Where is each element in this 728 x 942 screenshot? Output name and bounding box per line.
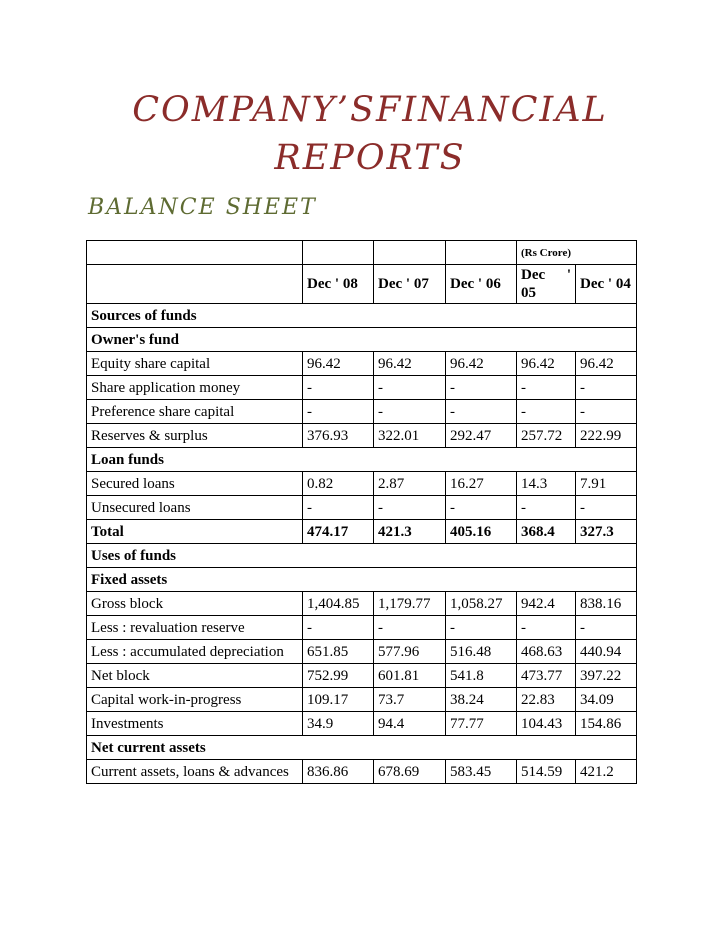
value-cell: -: [576, 616, 637, 640]
table-row: [87, 376, 637, 400]
section-row: [87, 328, 637, 352]
title-line-1: COMPANY’SFINANCIAL: [132, 90, 608, 130]
value-cell: 601.81: [374, 664, 446, 688]
value-cell: 752.99: [303, 664, 374, 688]
row-label: Preference share capital: [87, 400, 303, 424]
value-cell: 257.72: [517, 424, 576, 448]
value-cell: 942.4: [517, 592, 576, 616]
value-cell: 327.3: [576, 520, 637, 544]
header-row: [87, 265, 637, 304]
row-label: Less : revaluation reserve: [87, 616, 303, 640]
value-cell: 14.3: [517, 472, 576, 496]
value-cell: 154.86: [576, 712, 637, 736]
section-row: [87, 568, 637, 592]
value-cell: 474.17: [303, 520, 374, 544]
row-label: Fixed assets: [87, 568, 637, 592]
value-cell: 34.9: [303, 712, 374, 736]
column-header: Dec ' 08: [303, 265, 374, 304]
row-label: Capital work-in-progress: [87, 688, 303, 712]
value-cell: 96.42: [576, 352, 637, 376]
row-label: Total: [87, 520, 303, 544]
value-cell: 368.4: [517, 520, 576, 544]
value-cell: 1,404.85: [303, 592, 374, 616]
row-label: Net block: [87, 664, 303, 688]
table-row: [87, 592, 637, 616]
value-cell: 421.3: [374, 520, 446, 544]
unit-row: [87, 241, 637, 265]
value-cell: 583.45: [446, 760, 517, 784]
value-cell: 96.42: [303, 352, 374, 376]
value-cell: 94.4: [374, 712, 446, 736]
table-row: [87, 760, 637, 784]
title-line-2: REPORTS: [274, 138, 466, 178]
unit-label-text: (Rs Crore): [521, 247, 571, 259]
value-cell: 73.7: [374, 688, 446, 712]
value-cell: -: [517, 400, 576, 424]
value-cell: -: [374, 400, 446, 424]
header-label-cell: [87, 265, 303, 304]
value-cell: 2.87: [374, 472, 446, 496]
value-cell: 376.93: [303, 424, 374, 448]
unit-row-empty-cell: [446, 241, 517, 265]
value-cell: 322.01: [374, 424, 446, 448]
row-label: Share application money: [87, 376, 303, 400]
row-label: Investments: [87, 712, 303, 736]
table-row: [87, 712, 637, 736]
value-cell: 405.16: [446, 520, 517, 544]
value-cell: 22.83: [517, 688, 576, 712]
column-header: Dec ' 07: [374, 265, 446, 304]
unit-row-label-cell: [87, 241, 303, 265]
value-cell: -: [576, 496, 637, 520]
value-cell: 516.48: [446, 640, 517, 664]
row-label: Net current assets: [87, 736, 637, 760]
value-cell: 222.99: [576, 424, 637, 448]
section-row: [87, 544, 637, 568]
value-cell: 397.22: [576, 664, 637, 688]
value-cell: 577.96: [374, 640, 446, 664]
column-header: Dec ' 05: [517, 265, 576, 304]
value-cell: -: [576, 376, 637, 400]
value-cell: 678.69: [374, 760, 446, 784]
value-cell: 541.8: [446, 664, 517, 688]
section-row: [87, 736, 637, 760]
table-row: [87, 400, 637, 424]
table-row: [87, 424, 637, 448]
row-label: Unsecured loans: [87, 496, 303, 520]
row-label: Secured loans: [87, 472, 303, 496]
row-label: Reserves & surplus: [87, 424, 303, 448]
table-body: [87, 241, 637, 784]
table-row: [87, 616, 637, 640]
value-cell: 651.85: [303, 640, 374, 664]
row-label: Current assets, loans & advances: [87, 760, 303, 784]
value-cell: -: [517, 376, 576, 400]
row-label: Sources of funds: [87, 304, 637, 328]
table-row: [87, 640, 637, 664]
value-cell: 16.27: [446, 472, 517, 496]
value-cell: 836.86: [303, 760, 374, 784]
table-row: [87, 664, 637, 688]
value-cell: 292.47: [446, 424, 517, 448]
unit-row-empty-cell: [374, 241, 446, 265]
row-label: Uses of funds: [87, 544, 637, 568]
value-cell: 421.2: [576, 760, 637, 784]
value-cell: 1,058.27: [446, 592, 517, 616]
value-cell: -: [303, 496, 374, 520]
table-row: [87, 352, 637, 376]
value-cell: 38.24: [446, 688, 517, 712]
section-title: BALANCE SHEET: [88, 195, 317, 220]
value-cell: 514.59: [517, 760, 576, 784]
value-cell: -: [446, 496, 517, 520]
value-cell: -: [374, 496, 446, 520]
value-cell: 96.42: [374, 352, 446, 376]
value-cell: -: [446, 376, 517, 400]
table-row: [87, 688, 637, 712]
row-label: Owner's fund: [87, 328, 637, 352]
value-cell: 96.42: [446, 352, 517, 376]
value-cell: -: [374, 376, 446, 400]
value-cell: 838.16: [576, 592, 637, 616]
value-cell: 1,179.77: [374, 592, 446, 616]
balance-sheet-table: [86, 240, 637, 784]
value-cell: 7.91: [576, 472, 637, 496]
table-row: [87, 472, 637, 496]
value-cell: -: [303, 616, 374, 640]
value-cell: 104.43: [517, 712, 576, 736]
value-cell: -: [446, 616, 517, 640]
value-cell: 0.82: [303, 472, 374, 496]
document-title: [110, 86, 630, 182]
section-row: [87, 448, 637, 472]
value-cell: 77.77: [446, 712, 517, 736]
value-cell: 473.77: [517, 664, 576, 688]
row-label: Less : accumulated depreciation: [87, 640, 303, 664]
row-label: Equity share capital: [87, 352, 303, 376]
row-label: Gross block: [87, 592, 303, 616]
value-cell: -: [303, 400, 374, 424]
value-cell: -: [446, 400, 517, 424]
column-header: Dec ' 04: [576, 265, 637, 304]
value-cell: 34.09: [576, 688, 637, 712]
value-cell: -: [576, 400, 637, 424]
value-cell: -: [517, 496, 576, 520]
value-cell: -: [303, 376, 374, 400]
unit-label: [517, 241, 637, 265]
value-cell: -: [374, 616, 446, 640]
value-cell: 440.94: [576, 640, 637, 664]
row-label: Loan funds: [87, 448, 637, 472]
table-row: [87, 520, 637, 544]
value-cell: -: [517, 616, 576, 640]
table-row: [87, 496, 637, 520]
section-row: [87, 304, 637, 328]
value-cell: 109.17: [303, 688, 374, 712]
unit-row-empty-cell: [303, 241, 374, 265]
value-cell: 96.42: [517, 352, 576, 376]
value-cell: 468.63: [517, 640, 576, 664]
column-header: Dec ' 06: [446, 265, 517, 304]
